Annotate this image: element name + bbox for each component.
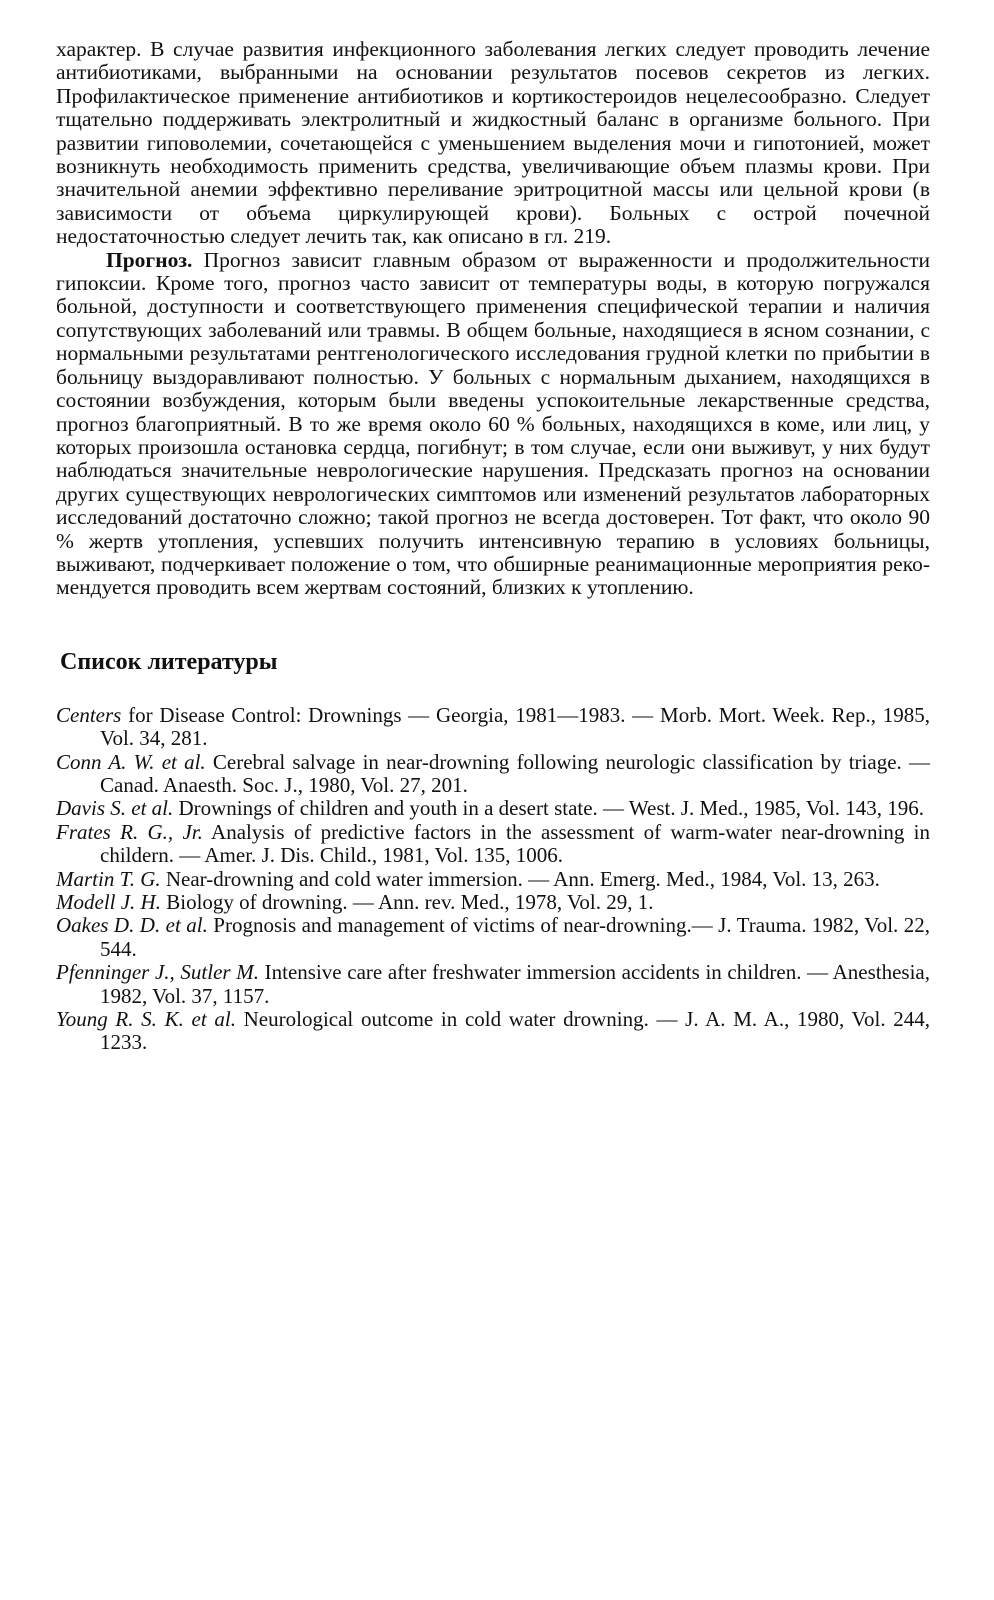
reference-item	[56, 891, 930, 914]
reference-text: for Disease Control: Drownings — Georgia, 1981—1983. — Morb. Mort. Week. Rep., 1985, Vol. 34, 281.	[100, 702, 930, 751]
reference-author: Conn A. W. et al.	[56, 749, 206, 774]
reference-text: Prognosis and management of victims of near-drowning.— J. Trauma. 1982, Vol. 22, 544.	[100, 913, 930, 961]
reference-item	[56, 868, 930, 891]
reference-text: Drownings of children and youth in a desert state. — West. J. Med., 1985, Vol. 143, 196.	[173, 796, 924, 821]
reference-item	[56, 821, 930, 868]
reference-text: Cerebral salvage in near-drowning following neurologic classification by triage. — Canad. Anaesth. Soc. J., 1980, Vol. 27, 201.	[100, 749, 930, 797]
reference-author: Frates R. G., Jr.	[56, 819, 203, 844]
document-page	[56, 38, 930, 1055]
reference-author: Oakes D. D. et al.	[56, 913, 208, 938]
reference-text: Intensive care after freshwater immersion accidents in children. — Anesthesia, 1982, Vol. 37, 1157.	[100, 960, 931, 1008]
reference-item	[56, 751, 930, 798]
reference-text: Analysis of predictive factors in the assessment of warm-water near-drowning in childern. — Amer. J. Dis. Child., 1981, Vol. 135, 1006.	[100, 819, 930, 868]
reference-item	[56, 797, 930, 820]
prognosis-text: Прогноз зависит главным образом от выраженности и продолжительности гипоксии. Кроме того, прогноз часто зависит от температуры воды, в которую погружался больной, доступности и соответствующего применения специфической терапии и наличия сопутствующих заболеваний или травмы. В общем больные, находящиеся в ясном сознании, с нормальными результатами рентгенологического исследования грудной клетки по прибытии в больницу выздоравливают полностью. У больных с нормальным дыханием, находящихся в состоянии возбуждения, которым были введены успокоительные лекарственные средства, прогноз благоприятный. В то же время около 60 % больных, находящихся в коме, или лиц, у которых произошла остановка сердца, погибнут; в том случае, если они выживут, у них будут наблюдаться значительные неврологические нарушения. Предсказать прогноз на основании других существующих неврологических симптомов или изменений результатов лабораторных исследований достаточно сложно; такой прогноз не всегда достоверен. Тот факт, что около 90 % жертв утопления, успевших получить интенсивную терапию в условиях больницы, выживают, подчеркивает положение о том, что обширные реанимационные мероприятия рекомендуется проводить всем жертвам состояний, близких к утоплению.	[56, 247, 930, 600]
reference-author: Modell J. H.	[56, 890, 161, 914]
reference-text: Biology of drowning. — Ann. rev. Med., 1978, Vol. 29, 1.	[160, 890, 654, 914]
reference-item	[56, 704, 930, 751]
reference-item	[56, 1008, 930, 1055]
reference-text: Near-drowning and cold water immersion. — Ann. Emerg. Med., 1984, Vol. 13, 263.	[160, 866, 880, 891]
reference-item	[56, 914, 930, 961]
treatment-paragraph: характер. В случае развития инфекционного заболевания легких следует проводить лечение антибиотиками, выбранными на основании результатов посевов секретов из легких. Профилактическое применение антибиотиков и кортикостероидов нецелесообразно. Следует тщательно поддерживать электролитный и жидкостный баланс в организме больного. При развитии гиповолемии, сочетающейся с уменьшением выделения мочи и гипотонией, может возникнуть необходимость применить средства, увеличивающие объем плазмы крови. При значительной анемии эффективно переливание эритроцитной массы или цельной крови (в зависимости от объема циркулирующей крови). Больных с острой почечной недостаточностью следует лечить так, как описано в гл. 219.	[56, 37, 930, 249]
reference-author: Davis S. et al.	[56, 796, 174, 821]
prognosis-label: Прогноз.	[106, 247, 193, 272]
reference-author: Centers	[56, 702, 122, 727]
reference-list	[56, 704, 930, 1055]
reference-author: Young R. S. K. et al.	[56, 1007, 236, 1032]
reference-item	[56, 961, 930, 1008]
reference-author: Martin T. G.	[56, 866, 161, 891]
reference-author: Pfenninger J., Sutler M.	[56, 960, 259, 985]
reference-text: Neurological outcome in cold water drowning. — J. A. M. A., 1980, Vol. 244, 1233.	[100, 1007, 931, 1055]
references-heading: Список литературы	[60, 648, 278, 675]
prognosis-paragraph	[56, 249, 930, 600]
